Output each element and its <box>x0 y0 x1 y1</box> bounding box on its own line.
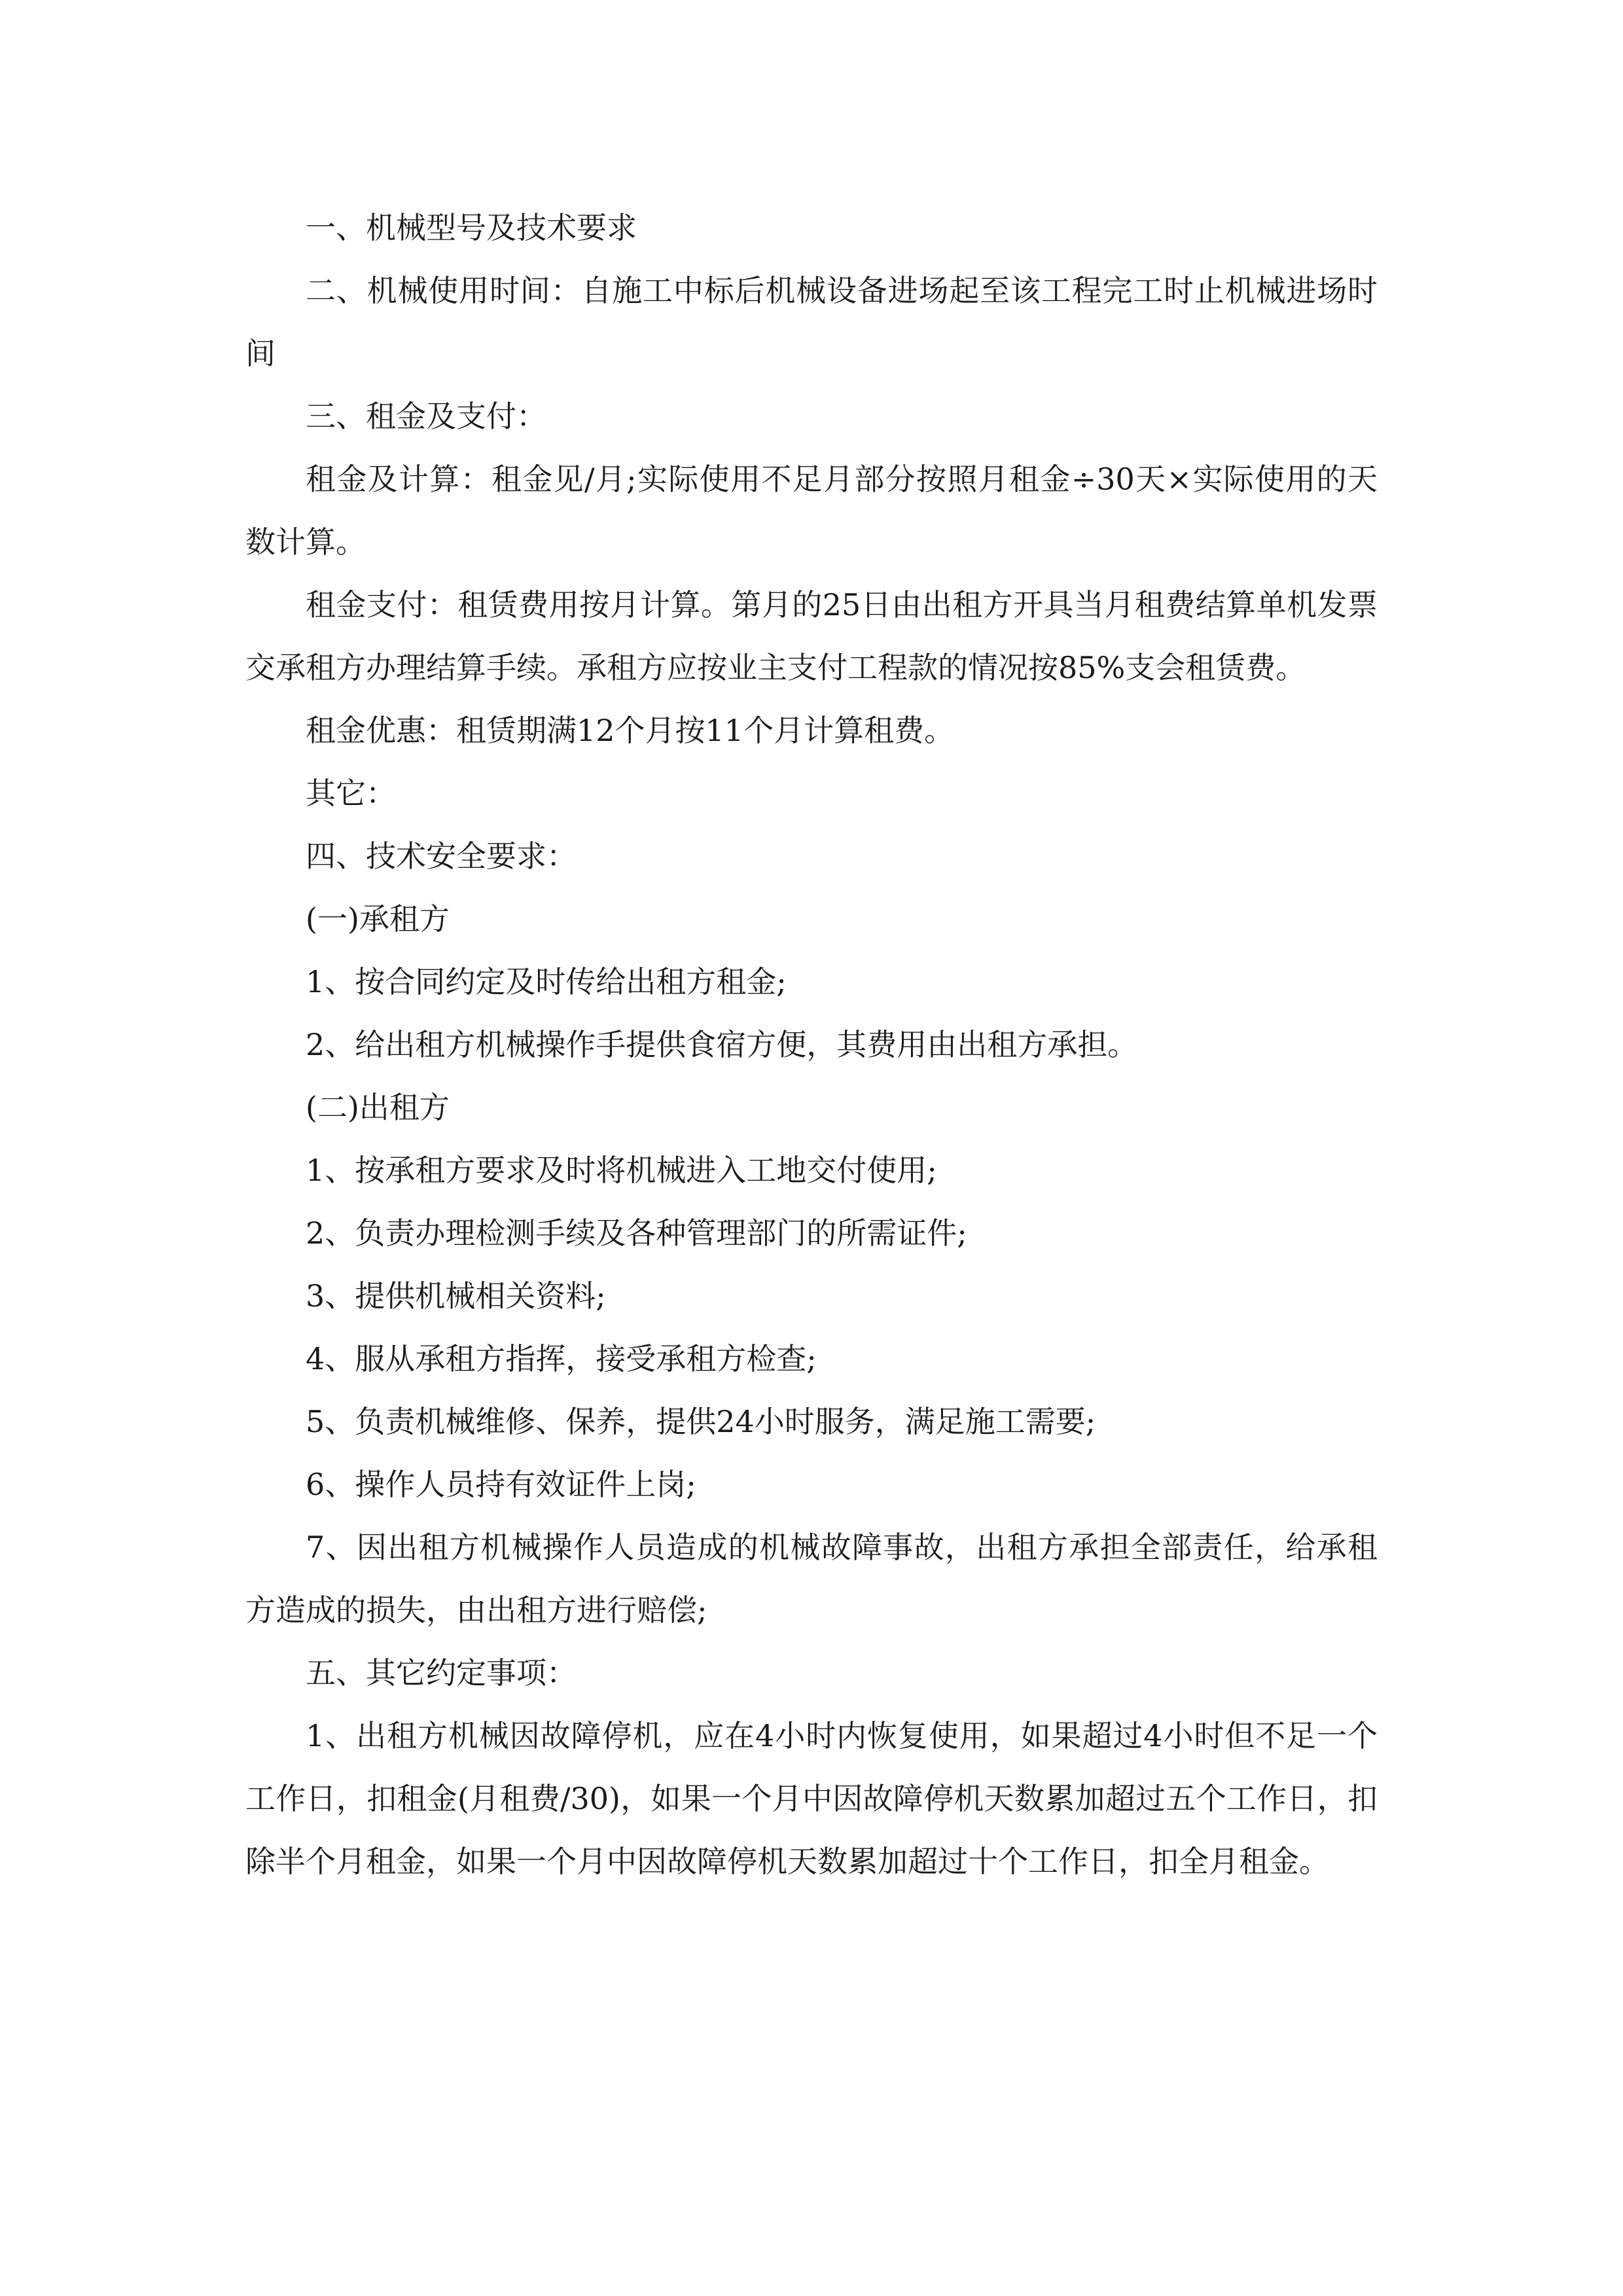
list-item: 2、负责办理检测手续及各种管理部门的所需证件; <box>306 1215 967 1251</box>
paragraph-other: 其它： <box>306 776 396 811</box>
section-heading-1: 一、机械型号及技术要求 <box>306 210 637 245</box>
paragraph-usage-time: 二、机械使用时间：自施工中标后机械设备进场起至该工程完工时止机械进场时间 <box>245 273 1378 371</box>
paragraph-rent-discount: 租金优惠：租赁期满12个月按11个月计算租费。 <box>306 713 955 748</box>
list-item: 5、负责机械维修、保养，提供24小时服务，满足施工需要; <box>306 1404 1096 1439</box>
list-item: 6、操作人员持有效证件上岗; <box>306 1467 696 1502</box>
section-heading-5: 五、其它约定事项： <box>306 1655 577 1691</box>
list-item: 7、因出租方机械操作人员造成的机械故障事故，出租方承担全部责任，给承租方造成的损失，由出租方进行赔偿; <box>245 1530 1378 1628</box>
subheading-lessor: (二)出租方 <box>306 1090 450 1125</box>
list-item: 1、按承租方要求及时将机械进入工地交付使用; <box>306 1153 937 1188</box>
section-heading-4: 四、技术安全要求： <box>306 838 577 874</box>
list-item: 2、给出租方机械操作手提供食宿方便，其费用由出租方承担。 <box>306 1027 1138 1062</box>
document-body <box>245 196 1378 1893</box>
subheading-lessee: (一)承租方 <box>306 901 450 937</box>
paragraph-rent-payment: 租金支付：租赁费用按月计算。第月的25日由出租方开具当月租费结算单机发票交承租方办理结算手续。承租方应按业主支付工程款的情况按85%支会租赁费。 <box>245 587 1378 685</box>
list-item: 1、出租方机械因故障停机，应在4小时内恢复使用，如果超过4小时但不足一个工作日，扣租金(月租费/30)，如果一个月中因故障停机天数累加超过五个工作日，扣除半个月租金，如果一个月中因故障停机天数累加超过十个工作日，扣全月租金。 <box>245 1718 1378 1879</box>
section-heading-3: 三、租金及支付： <box>306 399 546 434</box>
list-item: 3、提供机械相关资料; <box>306 1278 606 1314</box>
list-item: 1、按合同约定及时传给出租方租金; <box>306 964 787 999</box>
list-item: 4、服从承租方指挥，接受承租方检查; <box>306 1341 817 1376</box>
paragraph-rent-calculation: 租金及计算：租金见/月;实际使用不足月部分按照月租金÷30天×实际使用的天数计算。 <box>245 461 1378 560</box>
